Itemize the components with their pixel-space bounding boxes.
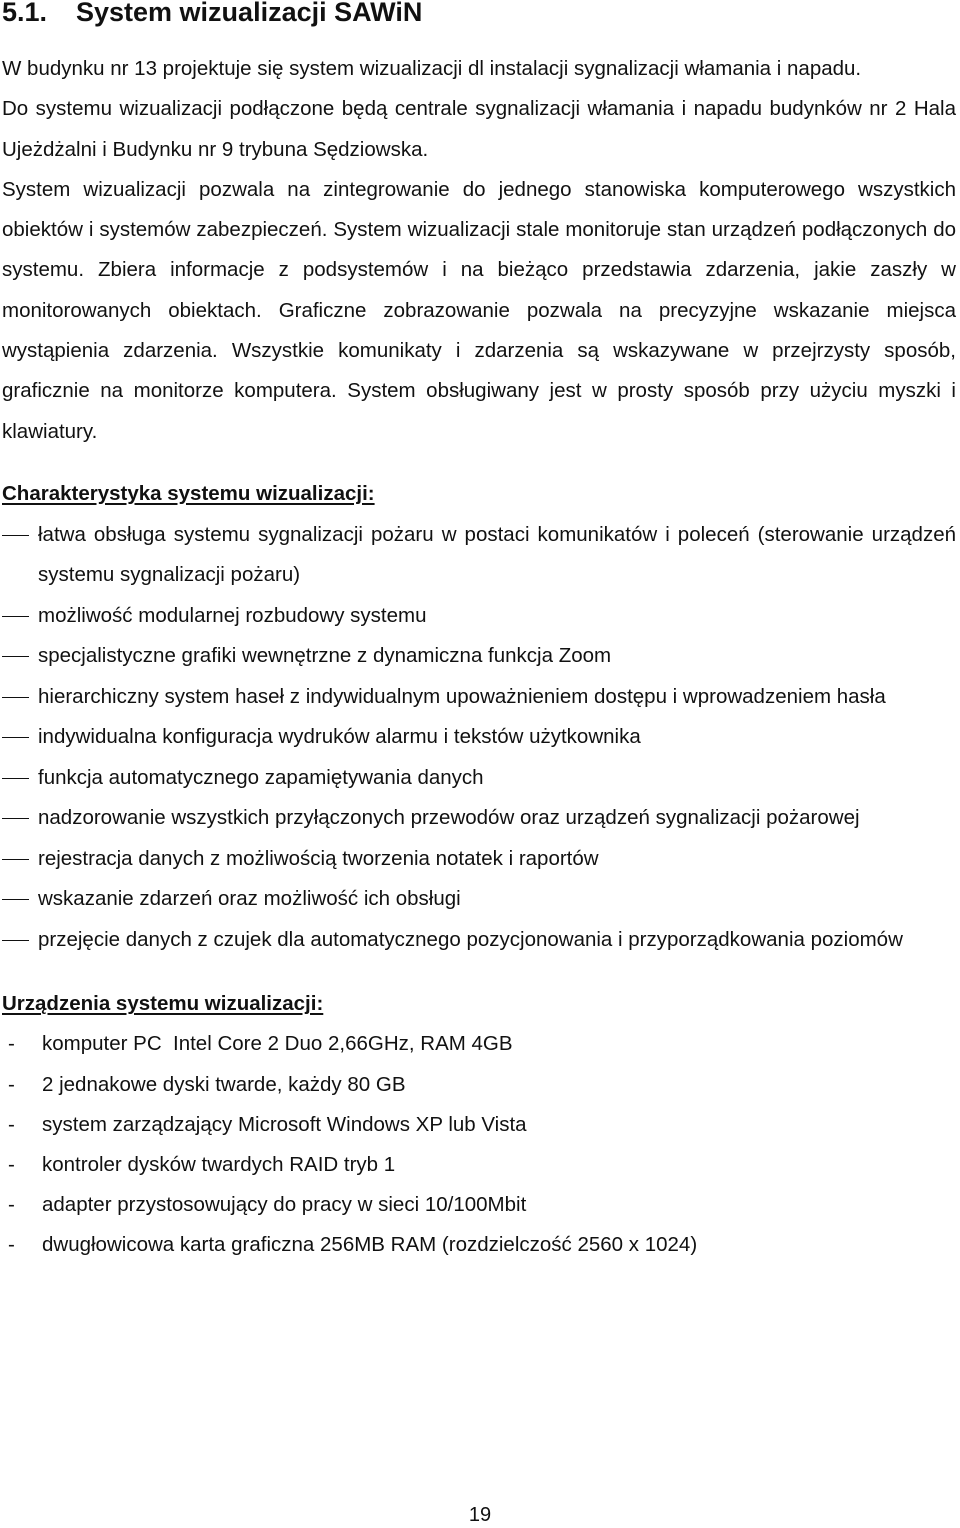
list-item-text: system zarządzający Microsoft Windows XP lub Vista: [42, 1112, 527, 1136]
dash-marker: [2, 940, 29, 941]
list-item-text: hierarchiczny system haseł z indywidualnym upoważnieniem dostępu i wprowadzeniem hasła: [38, 684, 886, 708]
list-item-text: adapter przystosowujący do pracy w sieci 10/100Mbit: [42, 1193, 527, 1217]
list-item-text: łatwa obsługa systemu sygnalizacji pożaru w postaci komunikatów i poleceń (sterowanie urządzeń systemu sygnalizacji pożaru): [38, 522, 956, 587]
dash-marker: [2, 656, 29, 657]
list-item: [2, 717, 956, 758]
list-item: [2, 839, 956, 880]
list-item-text: przejęcie danych z czujek dla automatycznego pozycjonowania i przyporządkowania poziomów: [38, 927, 903, 951]
paragraph-3-sentence-5: Wszystkie komunikaty i zdarzenia są wskazywane w przejrzysty sposób, graficznie na monitorze komputera.: [2, 339, 956, 403]
dash-marker: [2, 737, 29, 738]
list-item: [2, 1105, 956, 1145]
paragraph-2: [2, 89, 956, 170]
hyphen-marker: -: [8, 1072, 15, 1096]
intro-paragraphs: [2, 49, 956, 452]
paragraph-3-sentence-4: Graficzne zobrazowanie pozwala na precyzyjne wskazanie miejsca wystąpienia zdarzenia.: [2, 298, 956, 363]
dash-marker: [2, 778, 29, 779]
dash-marker: [2, 697, 29, 698]
list-item-text: indywidualna konfiguracja wydruków alarmu i tekstów użytkownika: [38, 725, 641, 749]
list-item: [2, 1024, 956, 1064]
characteristics-list: [2, 515, 956, 961]
list-item: [2, 636, 956, 677]
list-item: [2, 758, 956, 799]
section-heading: [2, 0, 956, 36]
dash-marker: [2, 899, 29, 900]
paragraph-3-sentence-6: System obsługiwany jest w prosty sposób przy użyciu myszki i klawiatury.: [2, 379, 956, 443]
list-item-text: kontroler dysków twardych RAID tryb 1: [42, 1153, 396, 1177]
list-item: [2, 798, 956, 839]
list-item: [2, 920, 956, 961]
hyphen-marker: -: [8, 1153, 15, 1177]
devices-list: [2, 1024, 956, 1265]
dash-marker: [2, 616, 29, 617]
list-item: [2, 515, 956, 596]
list-item: [2, 879, 956, 920]
list-item: [2, 1065, 956, 1105]
list-item-text: dwugłowicowa karta graficzna 256MB RAM (rozdzielczość 2560 x 1024): [42, 1233, 698, 1257]
list-item-text: funkcja automatycznego zapamiętywania danych: [38, 765, 484, 789]
list-item-text: specjalistyczne grafiki wewnętrzne z dynamiczna funkcja Zoom: [38, 644, 612, 668]
list-item: [2, 1225, 956, 1265]
paragraph-3: [2, 170, 956, 452]
dash-marker: [2, 818, 29, 819]
hyphen-marker: -: [8, 1112, 15, 1136]
list-item-text: nadzorowanie wszystkich przyłączonych przewodów oraz urządzeń sygnalizacji pożarowej: [38, 806, 860, 830]
section-number: 5.1.: [2, 0, 48, 27]
paragraph-3-sentence-2: System wizualizacji stale monitoruje stan urządzeń podłączonych do systemu.: [2, 218, 956, 282]
page-number: 19: [468, 1504, 492, 1526]
list-item: [2, 1185, 956, 1225]
dash-marker: [2, 535, 29, 536]
paragraph-3-sentence-3: Zbiera informacje z podsystemów i na bieżąco przedstawia zdarzenia, jakie zaszły w monitorowanych obiektach.: [2, 258, 956, 322]
section-title: System wizualizacji SAWiN: [76, 0, 423, 27]
characteristics-heading: Charakterystyka systemu wizualizacji:: [2, 481, 375, 505]
hyphen-marker: -: [8, 1032, 15, 1056]
list-item-text: rejestracja danych z możliwością tworzenia notatek i raportów: [38, 846, 599, 870]
dash-marker: [2, 859, 29, 860]
hyphen-marker: -: [8, 1193, 15, 1217]
hyphen-marker: -: [8, 1233, 15, 1257]
devices-heading: Urządzenia systemu wizualizacji:: [2, 992, 324, 1016]
paragraph-1: [2, 49, 956, 89]
paragraph-2-sentence-1: Do systemu wizualizacji podłączone będą centrale sygnalizacji włamania i napadu budynków nr 2 Hala Ujeżdżalni i Budynku nr 9 trybuna Sędziowska.: [2, 97, 956, 161]
list-item: [2, 1145, 956, 1185]
paragraph-3-sentence-1: System wizualizacji pozwala na zintegrowanie do jednego stanowiska komputerowego wszystkich obiektów i systemów zabezpieczeń.: [2, 177, 956, 242]
list-item-text: komputer PC Intel Core 2 Duo 2,66GHz, RAM 4GB: [42, 1032, 513, 1056]
list-item-text: 2 jednakowe dyski twarde, każdy 80 GB: [42, 1072, 406, 1096]
list-item: [2, 677, 956, 718]
list-item: [2, 596, 956, 637]
paragraph-1-sentence-1: W budynku nr 13 projektuje się system wizualizacji dl instalacji sygnalizacji włamania i napadu.: [2, 57, 862, 80]
list-item-text: możliwość modularnej rozbudowy systemu: [38, 603, 427, 627]
list-item-text: wskazanie zdarzeń oraz możliwość ich obsługi: [38, 887, 461, 911]
